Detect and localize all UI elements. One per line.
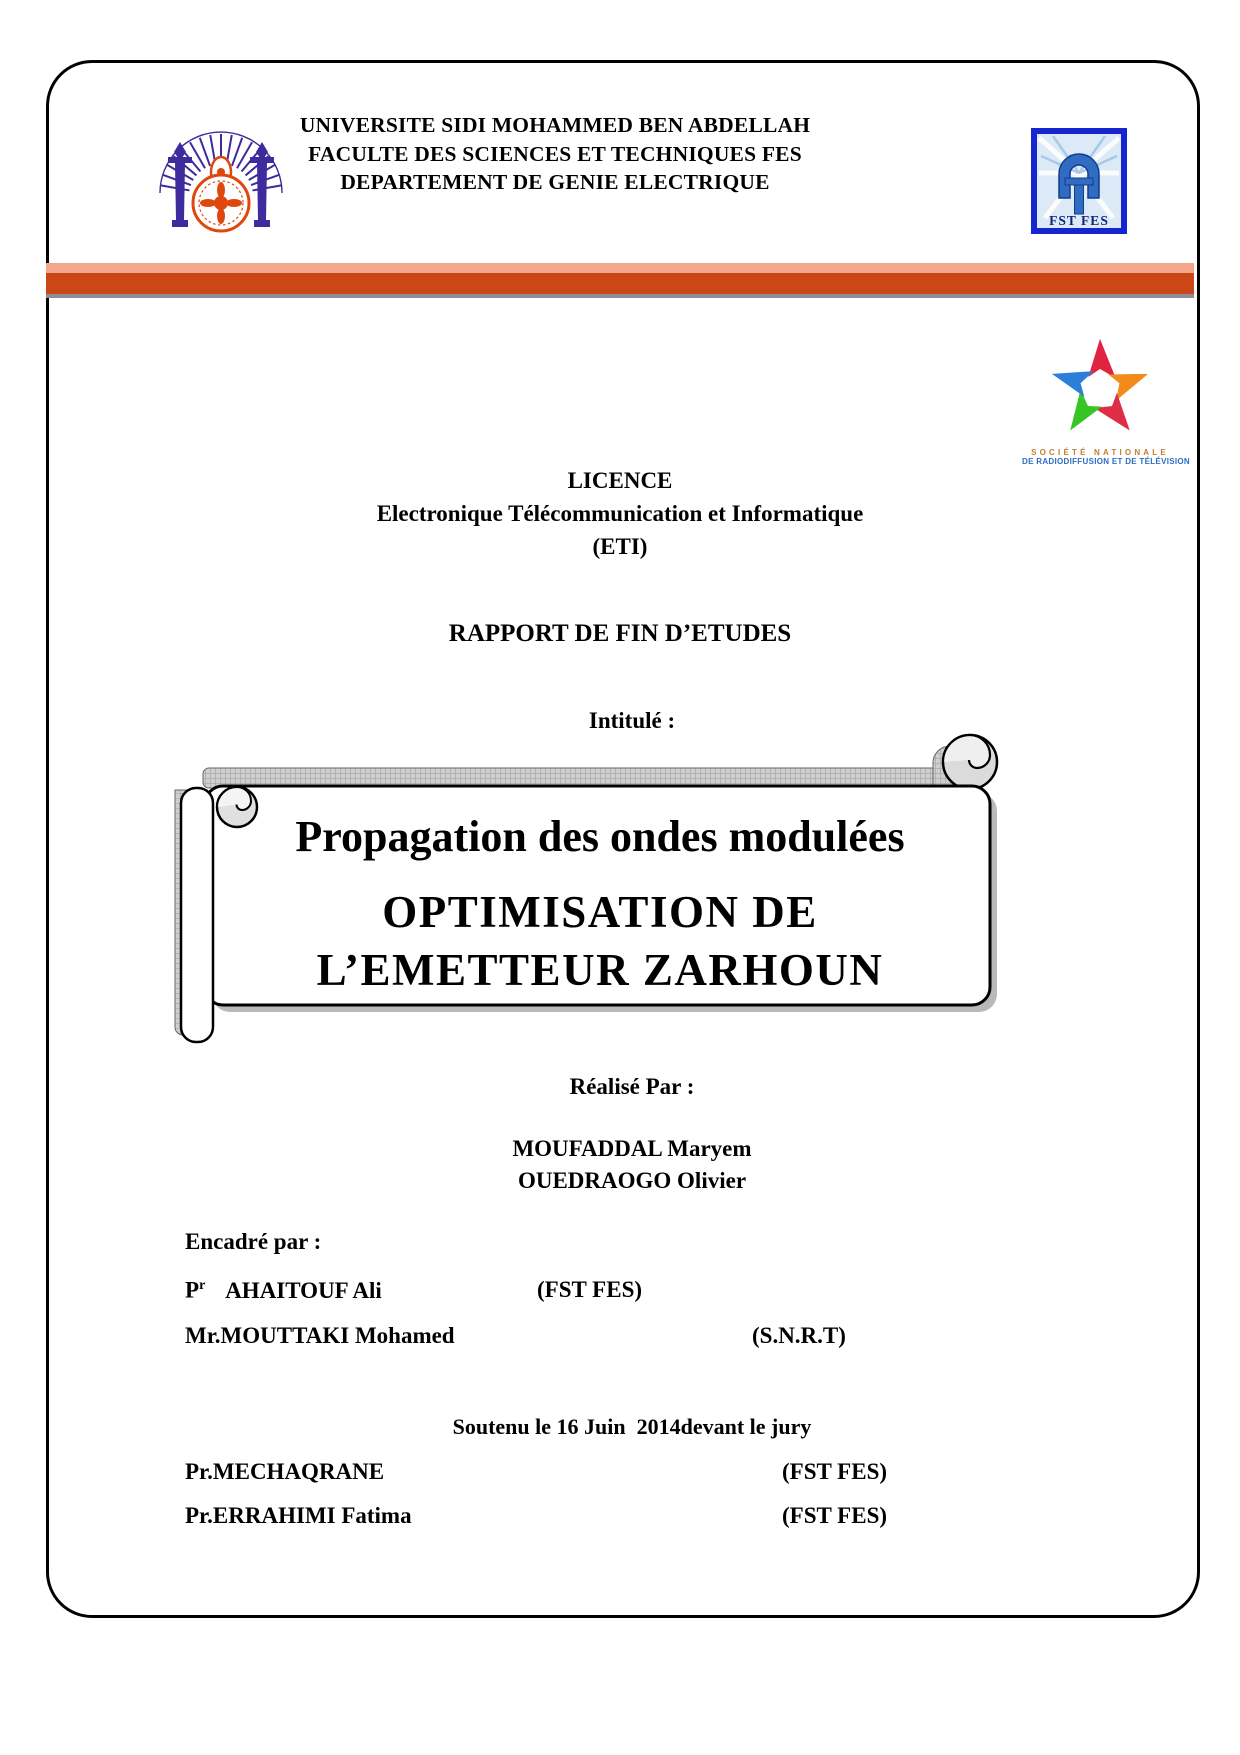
supervisor-row-1-affiliation: (FST FES)	[537, 1277, 643, 1302]
supervisor-row-2-name: Mr.MOUTTAKI Mohamed	[185, 1323, 455, 1348]
fst-logo-label: FST FES	[1049, 213, 1109, 228]
author-name-2: OUEDRAOGO Olivier	[517, 1168, 747, 1193]
snrt-logo	[1022, 334, 1190, 466]
university-name: UNIVERSITE SIDI MOHAMMED BEN ABDELLAH	[299, 113, 811, 137]
title-label: Intitulé :	[588, 708, 676, 733]
divider-bar-dark	[46, 273, 1194, 294]
supervisor-row-2-affiliation: (S.N.R.T)	[752, 1323, 846, 1348]
department-name: DEPARTEMENT DE GENIE ELECTRIQUE	[340, 170, 770, 194]
report-title-line2: OPTIMISATION DE	[382, 887, 818, 937]
degree-name: LICENCE	[567, 468, 673, 493]
faculty-name: FACULTE DES SCIENCES ET TECHNIQUES FES	[308, 141, 802, 166]
report-title-line3: L’EMETTEUR ZARHOUN	[316, 945, 884, 995]
divider-bar-light	[46, 263, 1194, 273]
divider-bar-shadow	[46, 294, 1194, 298]
supervisors-label: Encadré par :	[185, 1229, 322, 1254]
scroll-left-tube	[181, 788, 213, 1042]
jury-row-2-name: Pr.ERRAHIMI Fatima	[185, 1503, 412, 1528]
specialty-name: Electronique Télécommunication et Informatique	[376, 501, 864, 526]
report-title-line1: Propagation des ondes modulées	[295, 812, 905, 861]
defense-statement: Soutenu le 16 Juin 2014devant le jury	[452, 1414, 812, 1439]
jury-row-1-affiliation: (FST FES)	[782, 1459, 888, 1484]
snrt-name-line1: SOCIÉTÉ NATIONALE	[1031, 448, 1169, 457]
snrt-star-icon	[1040, 334, 1160, 446]
supervisor-1-title: P	[185, 1277, 200, 1303]
report-type: RAPPORT DE FIN D’ETUDES	[448, 620, 792, 647]
divider-bar	[46, 263, 1194, 298]
supervisor-1-name: AHAITOUF Ali	[225, 1277, 382, 1303]
snrt-name-line2: DE RADIODIFFUSION ET DE TÉLÉVISION	[1022, 457, 1190, 466]
supervisor-row-1-name	[185, 1277, 382, 1304]
fst-fes-logo	[1031, 128, 1127, 234]
author-name-1: MOUFADDAL Maryem	[512, 1136, 752, 1161]
jury-row-1-name: Pr.MECHAQRANE	[185, 1459, 385, 1484]
jury-row-2-affiliation: (FST FES)	[782, 1503, 888, 1528]
authors-label: Réalisé Par :	[569, 1074, 695, 1099]
institution-header	[245, 111, 865, 197]
program-block	[46, 464, 1194, 563]
supervisor-1-title-sup: r	[199, 1277, 206, 1292]
specialty-abbrev: (ETI)	[592, 534, 648, 559]
